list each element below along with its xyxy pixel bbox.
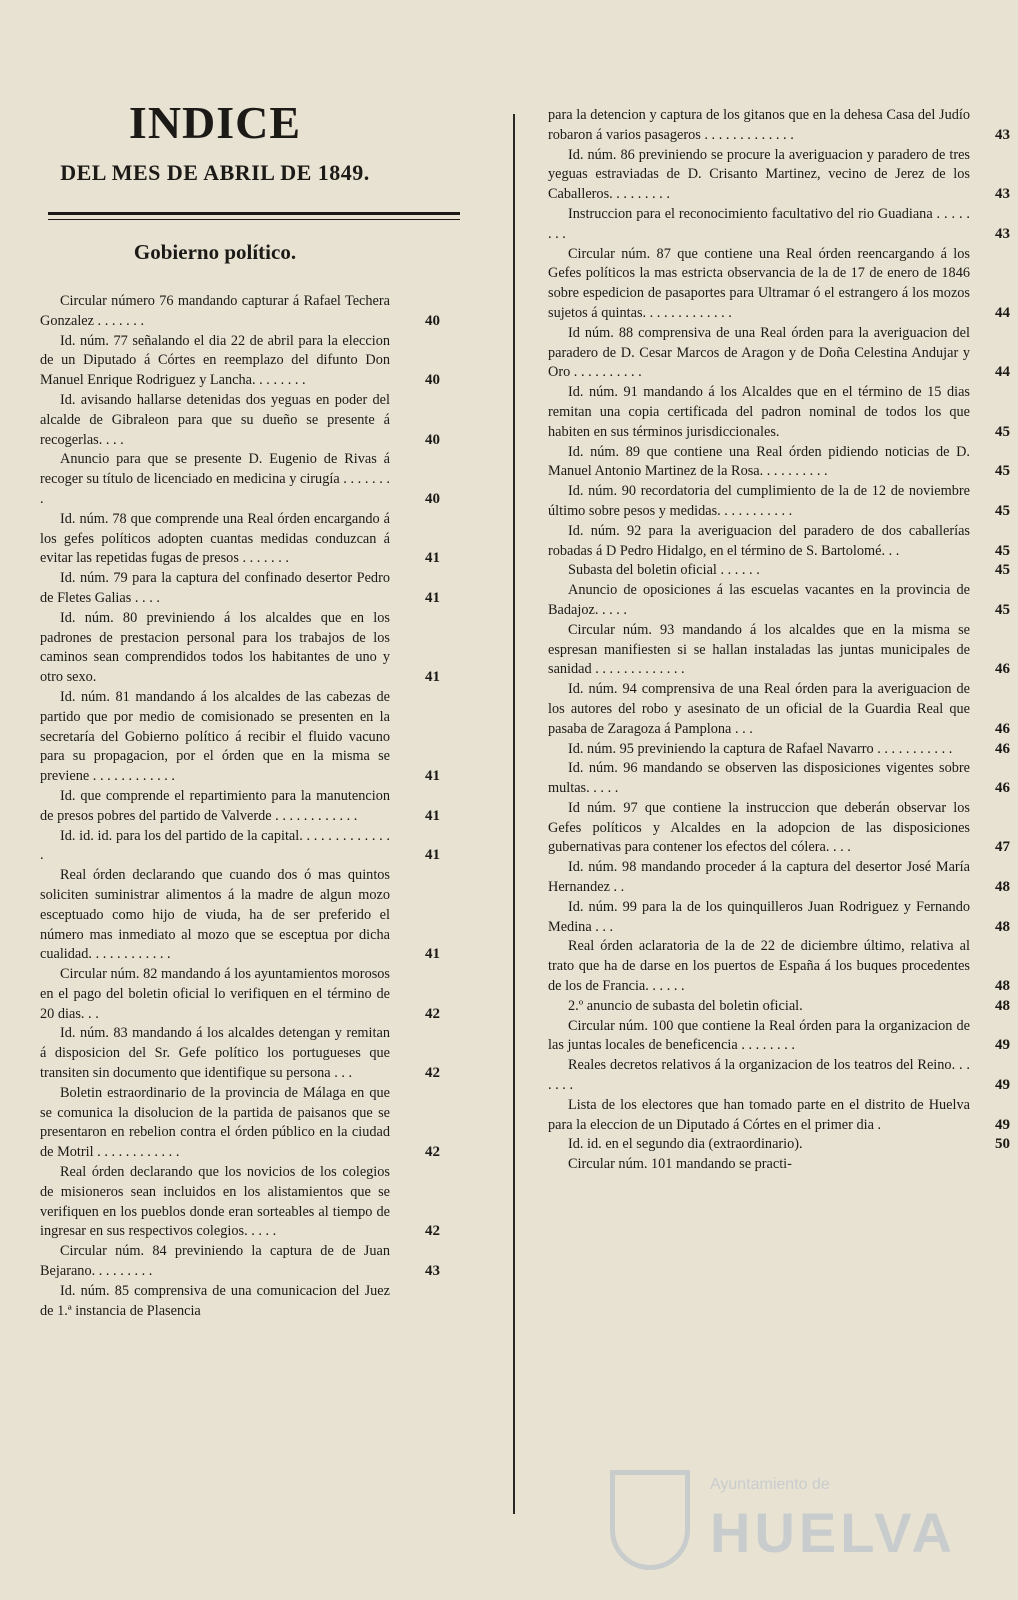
entry-page-number: 49: [995, 1037, 1010, 1054]
entry-text: Id. núm. 78 que comprende una Real órden encargando á los gefes políticos adopten cuantas medidas conduzcan á evitar las repetidas fugas de presos . . . . . . .: [40, 510, 390, 567]
entry-text: Id. avisando hallarse detenidas dos yeguas en poder del alcalde de Gibraleon para que su dueño se presente á recogerlas. . . .: [40, 391, 390, 448]
index-entry: [40, 827, 440, 867]
entry-page-number: 41: [425, 807, 440, 824]
entry-page-number: 45: [995, 502, 1010, 519]
index-entry: [40, 609, 440, 688]
entry-page-number: 45: [995, 601, 1010, 618]
entry-page-number: 43: [995, 126, 1010, 143]
entry-page-number: 41: [425, 768, 440, 785]
index-entry: [40, 1024, 440, 1083]
index-entry: [548, 482, 1010, 522]
index-entry: [548, 205, 1010, 245]
index-entry: [548, 937, 1010, 996]
index-entry: [548, 680, 1010, 739]
index-entry: [40, 866, 440, 965]
entry-text: Id. núm. 79 para la captura del confinado desertor Pedro de Fletes Galias . . . .: [40, 570, 390, 606]
column-divider: [513, 114, 515, 1514]
index-entry: [40, 1163, 440, 1242]
entry-text: Subasta del boletin oficial . . . . . .: [568, 562, 760, 579]
entry-page-number: 46: [995, 780, 1010, 797]
watermark: [600, 1460, 956, 1580]
entry-text: Id. id. id. para los del partido de la capital. . . . . . . . . . . . . .: [40, 827, 390, 864]
index-entry: [548, 621, 1010, 680]
entry-text: Reales decretos relativos á la organizacion de los teatros del Reino. . . . . . .: [548, 1057, 970, 1094]
entry-text: Real órden declarando que cuando dos ó mas quintos soliciten suministrar alimentos á la madre de algun mozo esceptuado como hijo de viuda, ha de ser preferido el número mas inmediato al mozo que se esceptua por dicha cualidad. . . . . . . . . . . .: [40, 867, 390, 963]
index-entry: [40, 688, 440, 787]
entry-text: Circular núm. 101 mandando se practi-: [568, 1156, 792, 1173]
entry-text: Id. núm. 92 para la averiguacion del paradero de dos caballerías robadas á D Pedro Hidalgo, en el término de S. Bartolomé. . .: [548, 522, 970, 559]
entry-page-number: 46: [995, 740, 1010, 757]
entry-page-number: 42: [425, 1065, 440, 1082]
index-entry: [548, 1096, 1010, 1136]
entry-text: Circular núm. 93 mandando á los alcaldes que en la misma se espresan manifiesten si se hallan instaladas las juntas municipales de sanidad . . . . . . . . . . . . .: [548, 621, 970, 678]
index-entry: [40, 510, 440, 569]
entry-text: Id. núm. 86 previniendo se procure la averiguacion y paradero de tres yeguas estraviadas de D. Crisanto Martinez, vecino de Jerez de los Caballeros. . . . . . . . .: [548, 146, 970, 203]
index-entry: [548, 740, 1010, 760]
entry-text: Id. núm. 90 recordatoria del cumplimiento de la de 12 de noviembre último sobre pesos y medidas. . . . . . . . . . .: [548, 483, 970, 519]
entry-text: Id. núm. 81 mandando á los alcaldes de las cabezas de partido que por medio de comisionado se presenten en la secretaría del Gobierno político á recibir el fluido vacuno para su propagacion, por el órden que en la misma se previene . . . . . . . . . . . .: [40, 688, 390, 785]
entry-text: Anuncio para que se presente D. Eugenio de Rivas á recoger su título de licenciado en medicina y cirugía . . . . . . . .: [40, 451, 390, 507]
index-entry: [548, 324, 1010, 383]
entry-page-number: 45: [995, 562, 1010, 579]
entry-page-number: 42: [425, 1223, 440, 1240]
entry-text: Id. núm. 96 mandando se observen las disposiciones vigentes sobre multas. . . . .: [548, 760, 970, 797]
index-entry: [40, 787, 440, 827]
page-subtitle: DEL MES DE ABRIL DE 1849.: [60, 160, 370, 185]
index-entry: [40, 332, 440, 391]
entry-page-number: 42: [425, 1144, 440, 1161]
index-entry: [40, 1282, 390, 1322]
index-entry: [548, 799, 1010, 858]
entry-page-number: 48: [995, 997, 1010, 1014]
entry-text: Real órden aclaratoria de la de 22 de diciembre último, relativa al trato que ha de darse en los puertos de España á los buques procedentes de los de Francia. . . . . .: [548, 938, 970, 995]
entry-page-number: 45: [995, 423, 1010, 440]
entry-text: Id. núm. 77 señalando el dia 22 de abril para la eleccion de un Diputado á Córtes en reemplazo del difunto Don Manuel Enrique Rodriguez y Lancha. . . . . . . .: [40, 332, 390, 389]
entry-text: para la detencion y captura de los gitanos que en la dehesa Casa del Judío robaron á varios pasageros . . . . . . . . . . . . .: [548, 107, 970, 143]
index-entry: [548, 1135, 1010, 1155]
entry-page-number: 41: [425, 589, 440, 606]
entry-page-number: 43: [995, 186, 1010, 203]
entry-page-number: 45: [995, 463, 1010, 480]
entry-text: Circular número 76 mandando capturar á Rafael Techera Gonzalez . . . . . . .: [40, 293, 390, 329]
index-entry: [548, 383, 1010, 442]
entry-page-number: 40: [425, 490, 440, 507]
index-entry: [40, 1084, 440, 1163]
index-entry: [40, 391, 440, 450]
watermark-line2: HUELVA: [710, 1501, 956, 1564]
entry-page-number: 40: [425, 372, 440, 389]
entry-text: Circular núm. 82 mandando á los ayuntamientos morosos en el pago del boletin oficial lo verifiquen en el término de 20 dias. . .: [40, 966, 390, 1022]
entry-text: Id. núm. 98 mandando proceder á la captura del desertor José María Hernandez . .: [548, 859, 970, 896]
index-entry: [548, 858, 1010, 898]
entry-text: Id. núm. 91 mandando á los Alcaldes que en el término de 15 dias remitan una copia certificada del padron nominal de todos los que habiten en sus términos jurisdiccionales.: [548, 384, 970, 440]
entry-text: Id. núm. 95 previniendo la captura de Rafael Navarro . . . . . . . . . . .: [568, 740, 953, 757]
index-entry: [40, 292, 440, 332]
entry-page-number: 46: [995, 720, 1010, 737]
title-rule: [48, 212, 460, 220]
index-entry: [548, 997, 1010, 1017]
entry-page-number: 50: [995, 1136, 1010, 1153]
entry-page-number: 40: [425, 431, 440, 448]
entry-text: Id núm. 97 que contiene la instruccion que deberán observar los Gefes políticos y Alcaldes en la adopcion de las disposiciones gubernativas para contener los efectos del cólera. . . .: [548, 799, 970, 856]
entry-text: Id núm. 88 comprensiva de una Real órden para la averiguacion del paradero de D. Cesar Marcos de Aragon y de Doña Celestina Andujar y Oro . . . . . . . . . .: [548, 324, 970, 381]
index-entry: [548, 759, 1010, 799]
entry-page-number: 41: [425, 847, 440, 864]
entry-text: Id. núm. 99 para la de los quinquilleros Juan Rodriguez y Fernando Medina . . .: [548, 898, 970, 935]
entry-page-number: 45: [995, 542, 1010, 559]
entry-page-number: 42: [425, 1005, 440, 1022]
index-entry: [548, 106, 1010, 146]
entry-page-number: 49: [995, 1077, 1010, 1094]
index-entry: [40, 1242, 440, 1282]
entry-text: Circular núm. 100 que contiene la Real órden para la organizacion de las juntas locales de beneficencia . . . . . . . .: [548, 1017, 970, 1054]
entry-page-number: 43: [995, 225, 1010, 242]
entry-text: Id. id. en el segundo dia (extraordinario).: [568, 1136, 803, 1153]
right-column-entries: [548, 106, 1010, 1175]
entry-text: Id. núm. 85 comprensiva de una comunicacion del Juez de 1.ª instancia de Plasencia: [40, 1282, 390, 1319]
entry-text: Circular núm. 87 que contiene una Real órden reencargando á los Gefes políticos la mas estricta observancia de la de 17 de enero de 1846 sobre espedicion de pasaportes para Ultramar ó el estrangero á los mozos sujetos á quintas. . . . . . . . . . . . .: [548, 245, 970, 321]
index-entry: [548, 898, 1010, 938]
entry-page-number: 41: [425, 550, 440, 567]
index-entry: [548, 522, 1010, 562]
entry-text: Circular núm. 84 previniendo la captura de de Juan Bejarano. . . . . . . . .: [40, 1243, 390, 1280]
entry-text: Id. que comprende el repartimiento para la manutencion de presos pobres del partido de Valverde . . . . . . . . . . . .: [40, 787, 390, 824]
entry-page-number: 49: [995, 1116, 1010, 1133]
index-entry: [40, 450, 440, 509]
index-entry: [548, 146, 1010, 205]
entry-page-number: 48: [995, 918, 1010, 935]
entry-text: Id. núm. 83 mandando á los alcaldes detengan y remitan á disposicion del Sr. Gefe político los portugueses que transiten sin documento que identifique su persona . . .: [40, 1025, 390, 1082]
entry-page-number: 43: [425, 1263, 440, 1280]
entry-text: Lista de los electores que han tomado parte en el distrito de Huelva para la eleccion de un Diputado á Córtes en el primer dia .: [548, 1096, 970, 1133]
index-entry: [548, 1017, 1010, 1057]
entry-text: Id. núm. 94 comprensiva de una Real órden para la averiguacion de los autores del robo y asesinato de un oficial de la Guardia Real que pasaba de Zaragoza á Pamplona . . .: [548, 681, 970, 737]
entry-page-number: 46: [995, 661, 1010, 678]
index-entry: [40, 965, 440, 1024]
entry-page-number: 41: [425, 669, 440, 686]
entry-page-number: 41: [425, 946, 440, 963]
entry-text: Instruccion para el reconocimiento facultativo del rio Guadiana . . . . . . . .: [548, 205, 970, 242]
index-entry: [548, 1056, 1010, 1096]
index-entry: [548, 443, 1010, 483]
entry-page-number: 48: [995, 879, 1010, 896]
entry-text: Id. núm. 80 previniendo á los alcaldes que en los padrones de prestacion personal para los trabajos de los caminos sean comprendidos todos los habitantes de uno y otro sexo.: [40, 609, 390, 686]
shield-icon: [610, 1470, 690, 1570]
watermark-line1: Ayuntamiento de: [710, 1476, 830, 1493]
index-entry: [548, 581, 1010, 621]
entry-text: Id. núm. 89 que contiene una Real órden pidiendo noticias de D. Manuel Antonio Martinez de la Rosa. . . . . . . . . .: [548, 443, 970, 480]
entry-page-number: 40: [425, 312, 440, 329]
section-heading: Gobierno político.: [133, 240, 297, 264]
page-title: INDICE: [128, 97, 302, 148]
entry-text: 2.º anuncio de subasta del boletin oficial.: [568, 997, 803, 1014]
entry-text: Real órden declarando que los novicios de los colegios de misioneros sean incluidos en los alistamientos que se verifiquen en los pueblos donde eran sorteables al tiempo de ingresar en sus respectivos colegios. . . . .: [40, 1164, 390, 1240]
entry-page-number: 44: [995, 304, 1010, 321]
index-entry: [40, 569, 440, 609]
index-entry: [548, 1155, 970, 1175]
entry-page-number: 48: [995, 978, 1010, 995]
left-column-entries: [40, 292, 440, 1321]
index-entry: [548, 561, 1010, 581]
entry-text: Anuncio de oposiciones á las escuelas vacantes en la provincia de Badajoz. . . . .: [548, 582, 970, 618]
entry-page-number: 47: [995, 839, 1010, 856]
entry-page-number: 44: [995, 364, 1010, 381]
index-entry: [548, 245, 1010, 324]
entry-text: Boletin estraordinario de la provincia de Málaga en que se comunica la disolucion de la partida de paisanos que se presentaron en rebelion contra el órden público en la ciudad de Motril . . . . . . . . . . . .: [40, 1084, 390, 1161]
